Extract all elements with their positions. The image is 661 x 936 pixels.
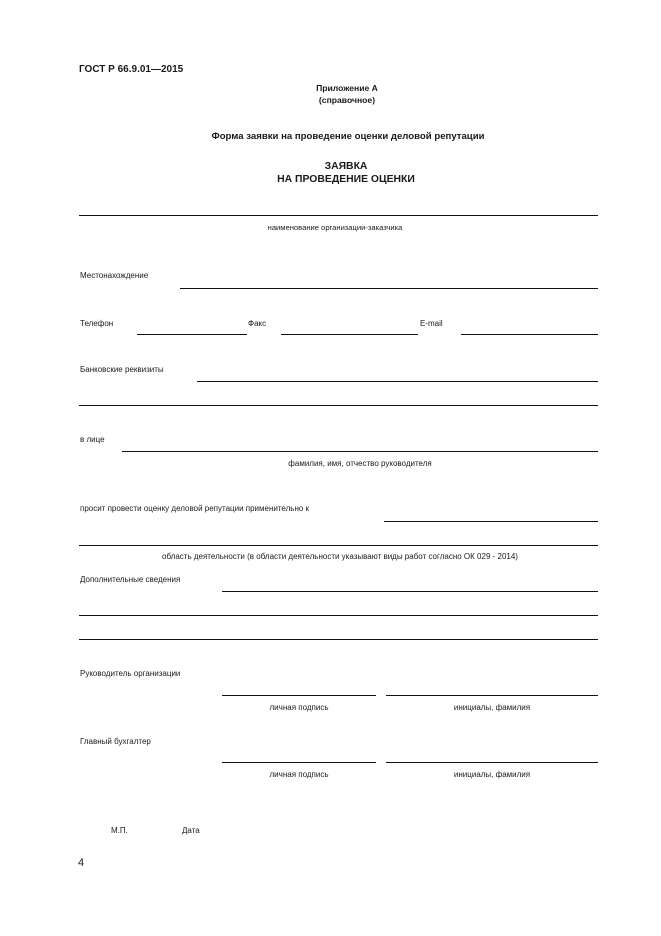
head-name-caption-sig: инициалы, фамилия [453, 703, 531, 712]
doc-title-line-1: ЗАЯВКА [324, 161, 368, 172]
fax-line[interactable] [281, 334, 418, 335]
additional-line-2[interactable] [79, 615, 598, 616]
activity-caption: область деятельности (в области деятельности указывают виды работ согласно ОК 029 - 2014) [162, 552, 518, 561]
head-name-caption: фамилия, имя, отчество руководителя [288, 459, 432, 468]
doc-title-line-2: НА ПРОВЕДЕНИЕ ОЦЕНКИ [277, 174, 415, 185]
activity-line[interactable] [79, 545, 598, 546]
stamp-label: М.П. [111, 826, 128, 835]
accountant-name-line[interactable] [386, 762, 598, 763]
head-signature-caption: личная подпись [269, 703, 329, 712]
request-line[interactable] [384, 521, 598, 522]
represented-by-label: в лице [80, 435, 105, 444]
location-label: Местонахождение [80, 271, 149, 280]
org-name-caption: наименование организации-заказчика [267, 223, 403, 232]
fax-label: Факс [248, 319, 267, 328]
email-label: E-mail [420, 319, 443, 328]
additional-label: Дополнительные сведения [80, 575, 181, 584]
appendix-note: (справочное) [318, 95, 376, 105]
accountant-name-caption: инициалы, фамилия [453, 770, 531, 779]
email-line[interactable] [461, 334, 598, 335]
phone-label: Телефон [80, 319, 114, 328]
head-name-line[interactable] [386, 695, 598, 696]
head-label: Руководитель организации [80, 669, 181, 678]
bank-label: Банковские реквизиты [80, 365, 164, 374]
head-signature-line[interactable] [222, 695, 376, 696]
date-label: Дата [182, 826, 200, 835]
bank-line-1[interactable] [197, 381, 598, 382]
form-title: Форма заявки на проведение оценки деловой репутации [211, 131, 485, 142]
page-number: 4 [78, 857, 85, 869]
request-label: просит провести оценку деловой репутации применительно к [80, 504, 310, 513]
location-line[interactable] [180, 288, 598, 289]
accountant-signature-caption: личная подпись [269, 770, 329, 779]
standard-number: ГОСТ Р 66.9.01—2015 [79, 64, 184, 75]
accountant-label: Главный бухгалтер [80, 737, 151, 746]
represented-by-line[interactable] [122, 451, 598, 452]
bank-line-2[interactable] [79, 405, 598, 406]
appendix-label: Приложение А [316, 83, 378, 93]
phone-line[interactable] [137, 334, 247, 335]
org-name-line[interactable] [79, 215, 598, 216]
additional-line-3[interactable] [79, 639, 598, 640]
additional-line-1[interactable] [222, 591, 598, 592]
accountant-signature-line[interactable] [222, 762, 376, 763]
